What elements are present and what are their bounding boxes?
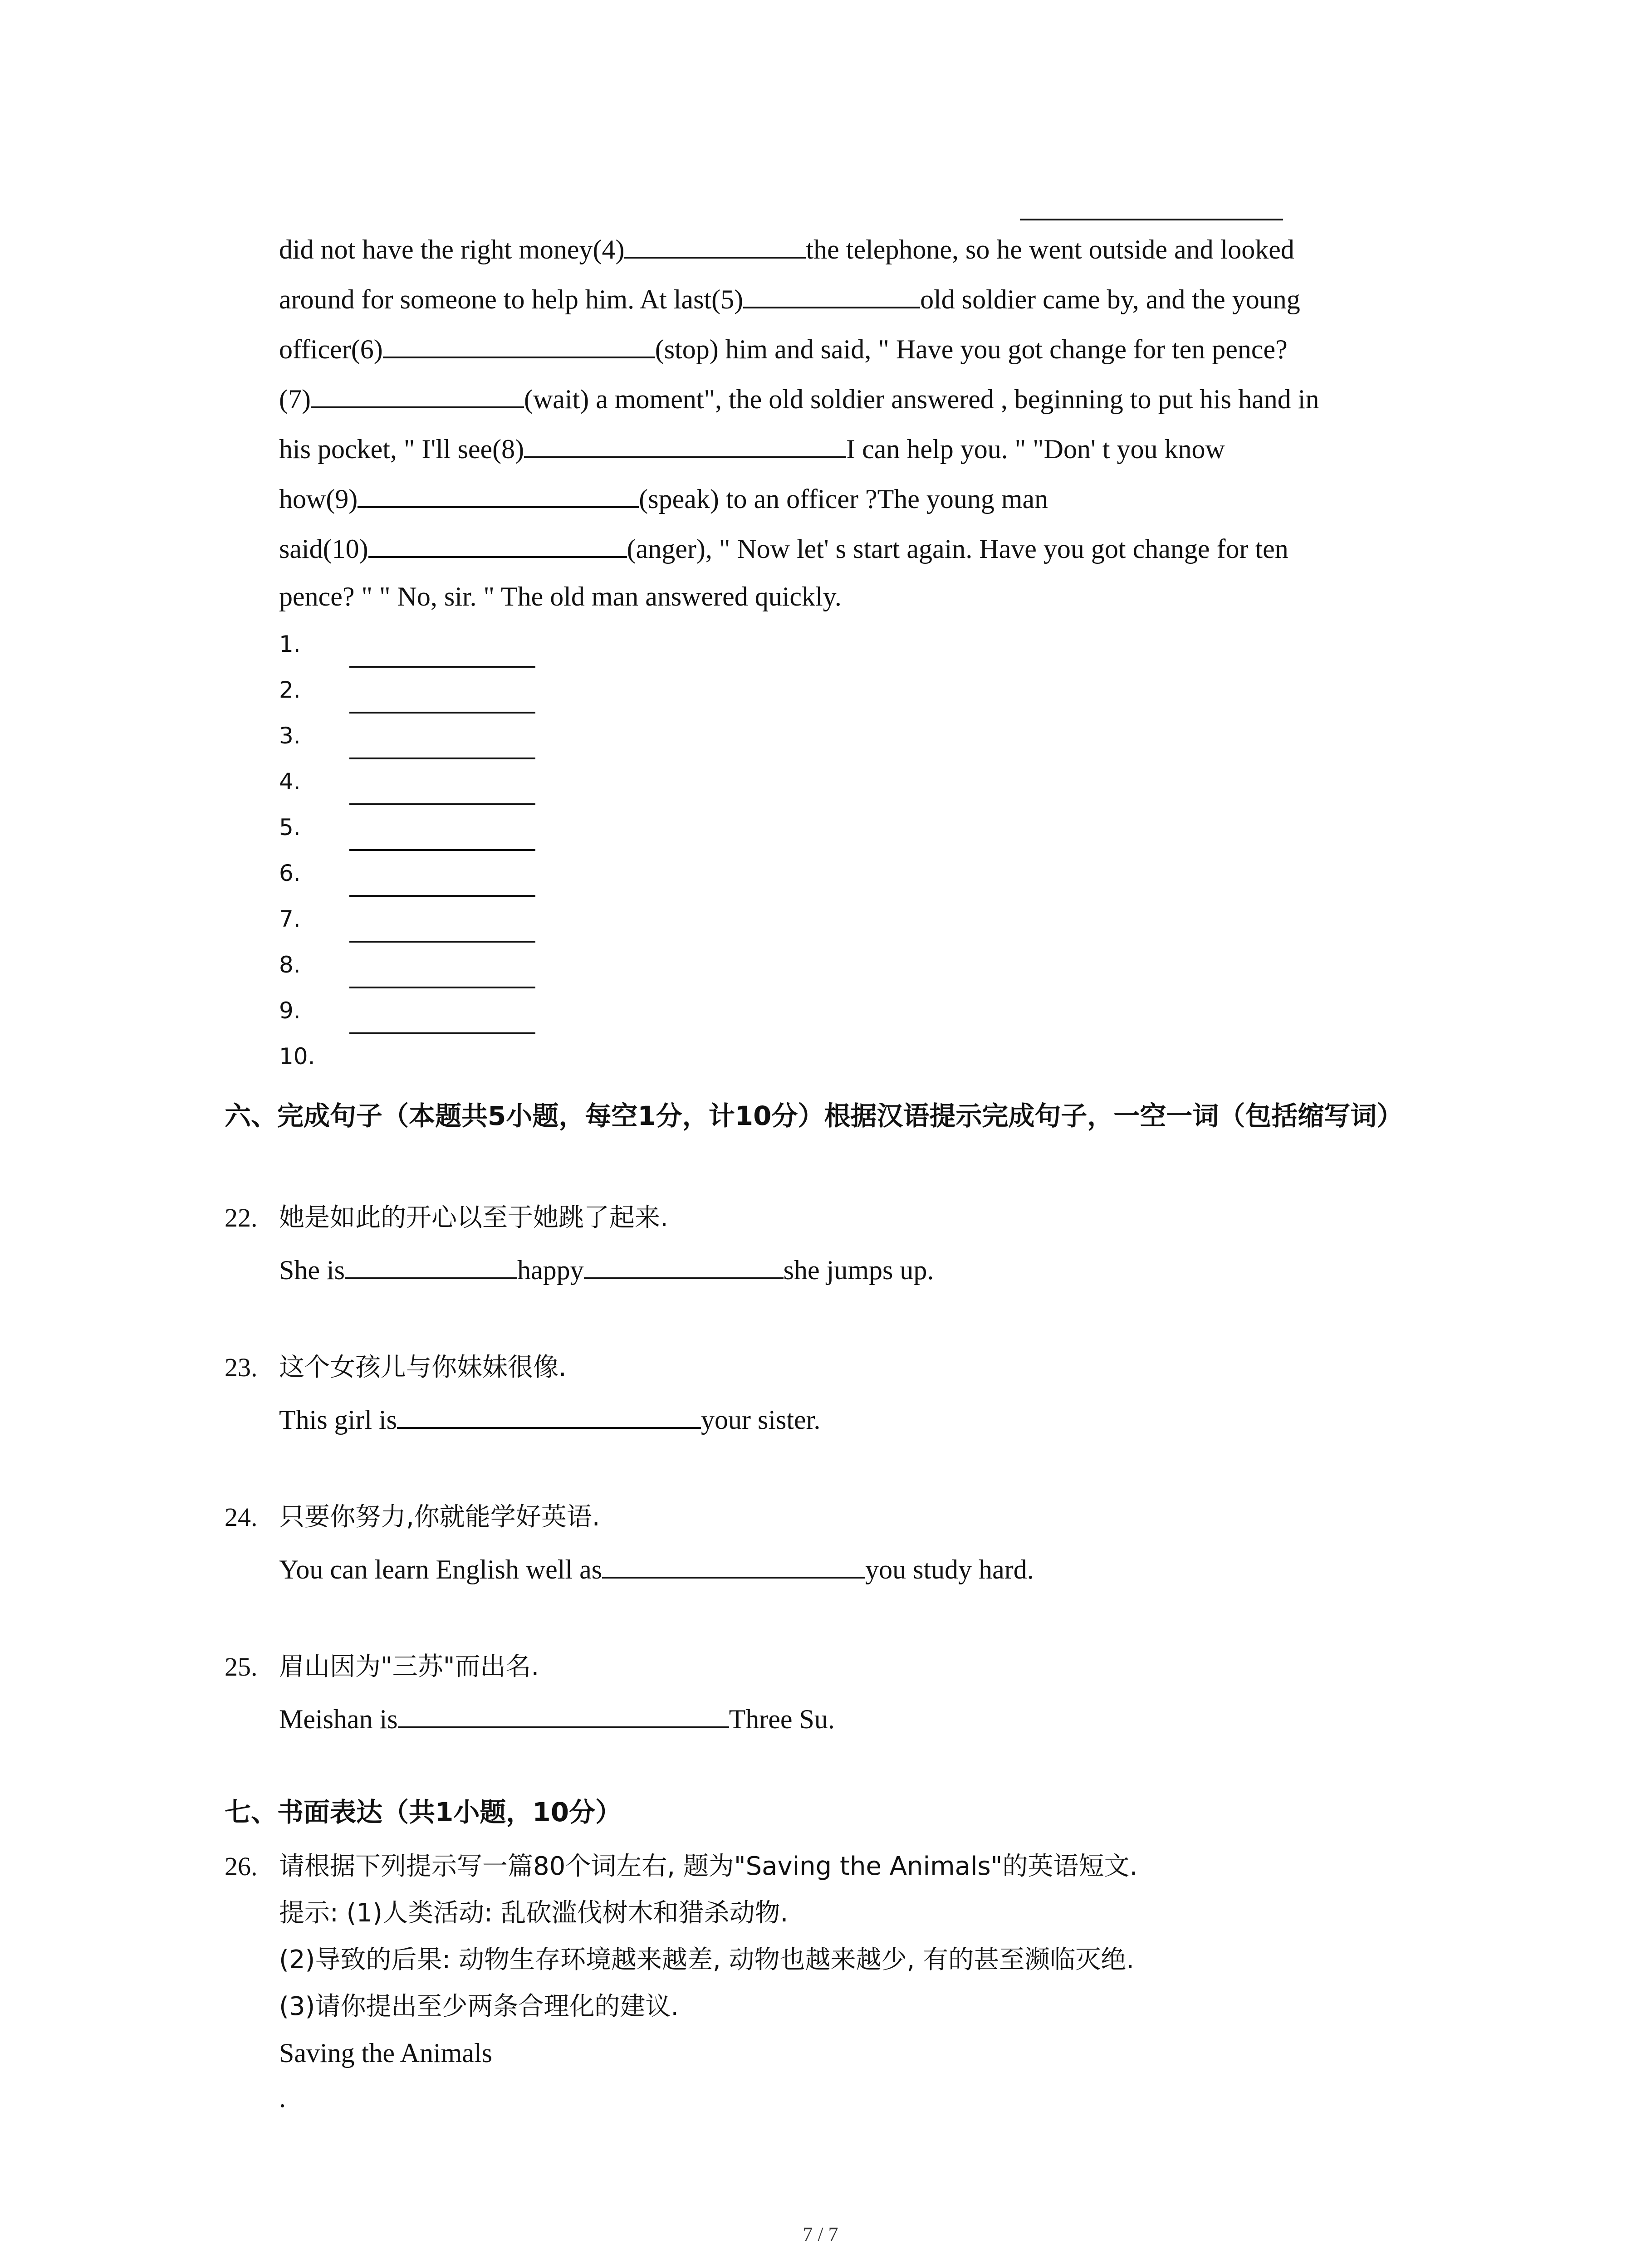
text: Three Su. [729, 1704, 835, 1734]
answer-blank[interactable] [584, 1252, 784, 1279]
answer-number: 8. [279, 952, 301, 978]
page-number: 7 / 7 [803, 2223, 838, 2245]
text: around for someone to help him. At last(5) [279, 284, 744, 314]
text: how(9) [279, 484, 358, 514]
answer-blank[interactable] [397, 1402, 701, 1429]
passage-line: pence? " " No, sir. " The old man answered quickly. [279, 582, 842, 611]
answer-line[interactable] [349, 666, 535, 668]
essay-title: Saving the Animals [279, 2038, 492, 2068]
question-hint: (2)导致的后果: 动物生存环境越来越差, 动物也越来越少, 有的甚至濒临灭绝. [279, 1945, 1134, 1975]
text: did not have the right money(4) [279, 235, 625, 264]
answer-blank[interactable] [345, 1252, 517, 1279]
question-sentence [279, 1402, 820, 1438]
answer-blank[interactable] [1020, 219, 1283, 220]
question-number: 25. [225, 1652, 258, 1681]
text: (wait) a moment", the old soldier answered , beginning to put his hand in [524, 384, 1319, 414]
text: you study hard. [865, 1554, 1034, 1584]
answer-line[interactable] [349, 758, 535, 759]
answer-number: 9. [279, 997, 301, 1024]
question-number: 24. [225, 1502, 258, 1532]
blank-10[interactable] [368, 531, 627, 558]
question-prompt: 请根据下列提示写一篇80个词左右, 题为"Saving the Animals"的英语短文. [279, 1852, 1138, 1881]
answer-line[interactable] [349, 895, 535, 897]
answer-number: 3. [279, 723, 301, 749]
question-prompt: 她是如此的开心以至于她跳了起来. [279, 1203, 668, 1232]
text: She is [279, 1255, 345, 1285]
answer-number: 10. [279, 1043, 315, 1070]
text: officer(6) [279, 334, 383, 364]
text: old soldier came by, and the young [920, 284, 1300, 314]
text: your sister. [701, 1405, 821, 1435]
answer-number: 2. [279, 677, 301, 703]
answer-number: 7. [279, 906, 301, 932]
question-sentence [279, 1551, 1034, 1588]
text: happy [517, 1255, 584, 1285]
text: You can learn English well as [279, 1554, 603, 1584]
answer-blank[interactable] [602, 1551, 865, 1579]
question-prompt: 只要你努力,你就能学好英语. [279, 1502, 600, 1532]
section-title: 七、书面表达（共1小题，10分） [225, 1797, 622, 1828]
answer-number: 1. [279, 631, 301, 657]
question-hint: 提示: (1)人类活动: 乱砍滥伐树木和猎杀动物. [279, 1898, 789, 1928]
blank-8[interactable] [524, 431, 846, 458]
answer-line[interactable] [349, 849, 535, 851]
blank-5[interactable] [743, 281, 920, 308]
question-prompt: 这个女孩儿与你妹妹很像. [279, 1353, 567, 1382]
text: his pocket, " I'll see(8) [279, 434, 524, 464]
question-number: 26. [225, 1852, 258, 1881]
answer-line[interactable] [349, 1032, 535, 1034]
blank-7[interactable] [311, 381, 524, 408]
blank-6[interactable] [383, 331, 655, 358]
passage-line [279, 381, 1319, 417]
answer-number: 6. [279, 860, 301, 886]
answer-line[interactable] [349, 712, 535, 714]
question-sentence [279, 1252, 934, 1288]
text: (speak) to an officer ?The young man [639, 484, 1048, 514]
question-number: 22. [225, 1203, 258, 1232]
answer-number: 5. [279, 814, 301, 841]
text: (stop) him and said, " Have you got change for ten pence? [655, 334, 1288, 364]
question-number: 23. [225, 1353, 258, 1382]
blank-9[interactable] [358, 481, 639, 508]
text: I can help you. " "Don' t you know [846, 434, 1225, 464]
section-title: 六、完成句子（本题共5小题，每空1分，计10分）根据汉语提示完成句子，一空一词（包括缩写词） [225, 1100, 1403, 1131]
question-hint: (3)请你提出至少两条合理化的建议. [279, 1992, 679, 2021]
passage-line [279, 481, 1048, 517]
blank-4[interactable] [624, 231, 806, 259]
answer-line[interactable] [349, 803, 535, 805]
answer-line[interactable] [349, 941, 535, 943]
passage-line [279, 431, 1225, 467]
passage-line [279, 231, 1294, 268]
passage-line [279, 531, 1288, 567]
text: (7) [279, 384, 311, 414]
passage-line [279, 281, 1300, 318]
question-prompt: 眉山因为"三苏"而出名. [279, 1652, 539, 1681]
answer-line[interactable] [349, 987, 535, 988]
text: This girl is [279, 1405, 397, 1435]
text: said(10) [279, 534, 368, 564]
answer-number: 4. [279, 768, 301, 795]
text: (anger), " Now let' s start again. Have you got change for ten [627, 534, 1288, 564]
essay-body[interactable]: . [279, 2083, 286, 2113]
answer-blank[interactable] [398, 1701, 729, 1728]
question-sentence [279, 1701, 835, 1737]
passage-line [279, 331, 1288, 367]
text: the telephone, so he went outside and looked [806, 235, 1294, 264]
text: she jumps up. [783, 1255, 934, 1285]
text: Meishan is [279, 1704, 398, 1734]
